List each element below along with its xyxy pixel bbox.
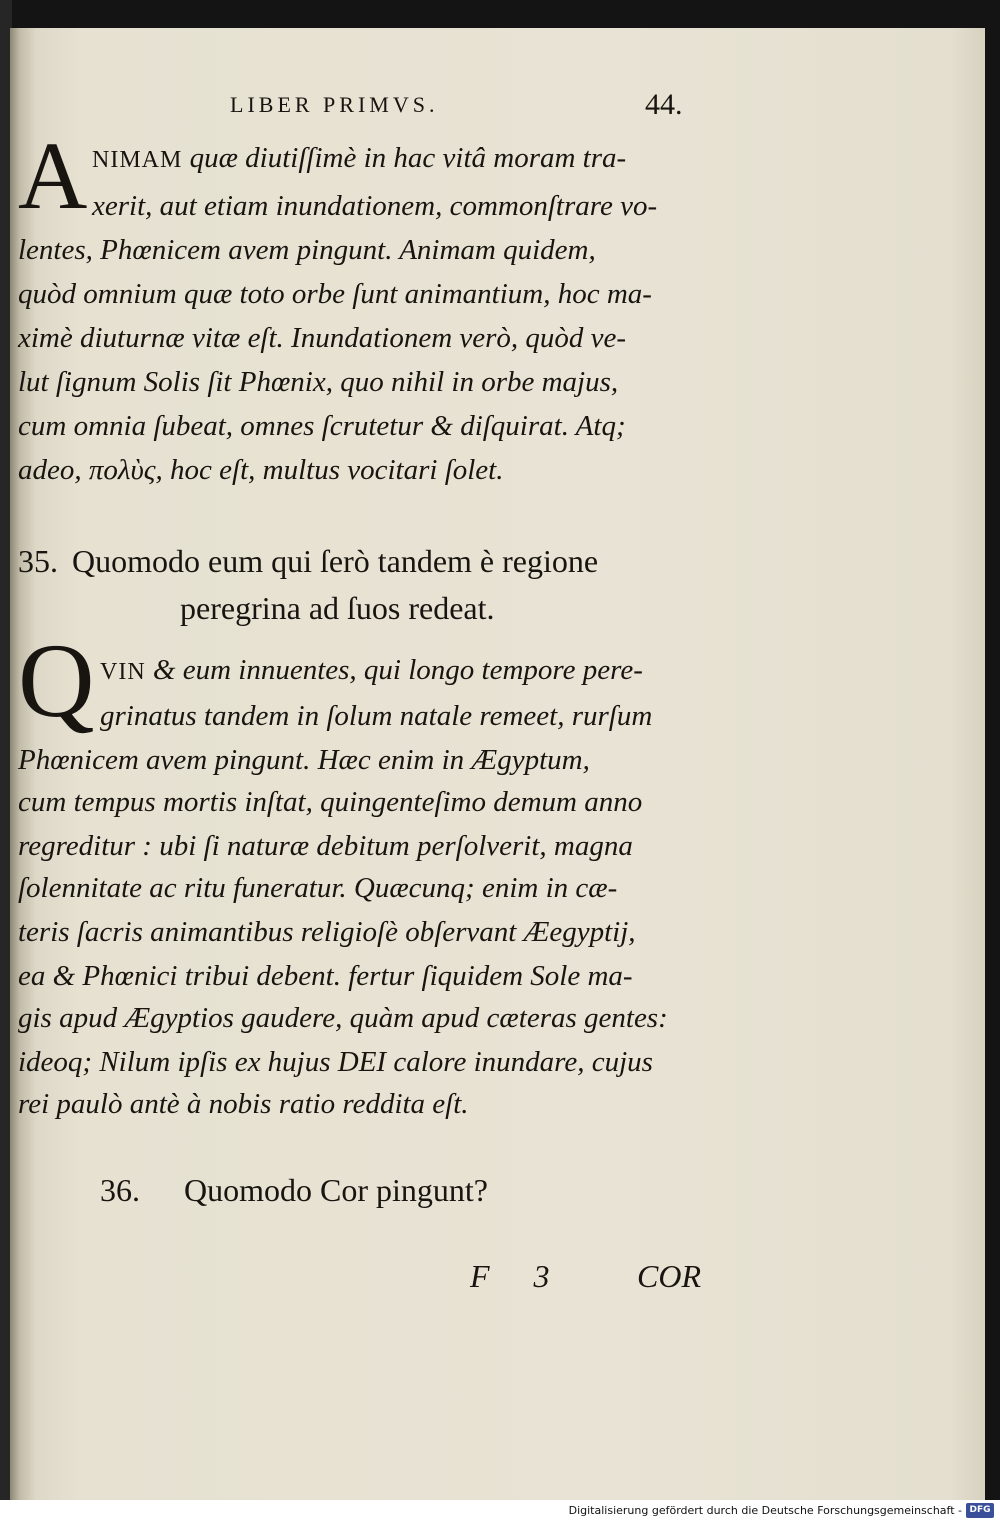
dfg-logo-icon: DFG: [966, 1503, 994, 1518]
text-line: gis apud Ægyptios gaudere, quàm apud cæteras gentes:: [18, 1002, 668, 1034]
text-line: rei paulò antè à nobis ratio reddita eſt.: [18, 1088, 469, 1120]
text-line: grinatus tandem in ſolum natale remeet, rurſum: [100, 700, 653, 732]
text-line: cum tempus mortis inſtat, quingenteſimo demum anno: [18, 786, 643, 818]
text-line: lentes, Phœnicem avem pingunt. Animam quidem,: [18, 234, 596, 266]
text-line: cum omnia ſubeat, omnes ſcrutetur & diſquirat. Atq;: [18, 410, 626, 442]
heading-text: Quomodo Cor pingunt?: [184, 1172, 488, 1208]
heading-number: 35.: [18, 543, 58, 579]
text-line: teris ſacris animantibus religioſè obſervant Æegyptij,: [18, 916, 636, 948]
lead-word: NIMAM: [92, 147, 183, 173]
running-title: LIBER PRIMVS.: [230, 92, 439, 117]
lead-word: VIN: [100, 659, 146, 685]
heading-line-1: Quomodo eum qui ſerò tandem è regione: [72, 543, 599, 579]
text-line: adeo, πολὺς, hoc eſt, multus vocitari ſolet.: [18, 454, 504, 486]
drop-capital-q: Q: [18, 622, 95, 739]
page-number: 44.: [645, 88, 683, 121]
text-line: ea & Phœnici tribui debent. fertur ſiquidem Sole ma-: [18, 960, 633, 992]
text-line: [100, 654, 643, 687]
footer-credit: Digitalisierung gefördert durch die Deutsche Forschungsgemeinschaft -: [568, 1504, 962, 1517]
text-line: xerit, aut etiam inundationem, commonſtrare vo-: [92, 190, 658, 222]
text-line: ideoq; Nilum ipſis ex hujus DEI calore inundare, cujus: [18, 1046, 653, 1078]
text-line: ximè diuturnæ vitæ eſt. Inundationem verò, quòd ve-: [18, 322, 627, 354]
text-line: lut ſignum Solis ſit Phœnix, quo nihil in orbe majus,: [18, 366, 619, 398]
heading-number: 36.: [100, 1172, 140, 1208]
text-line: regreditur : ubi ſi naturæ debitum perſolverit, magna: [18, 830, 633, 862]
text-line: quòd omnium quæ toto orbe ſunt animantium, hoc ma-: [18, 278, 652, 310]
line-text: & eum innuentes, qui longo tempore pere-: [145, 654, 643, 686]
catchword: COR: [637, 1258, 701, 1294]
digitization-footer: [0, 1500, 1000, 1523]
line-text: quæ diutiſſimè in hac vitâ moram tra-: [182, 142, 627, 174]
heading-line-2: peregrina ad ſuos redeat.: [180, 590, 495, 626]
text-line: ſolennitate ac ritu funeratur. Quæcunq; enim in cæ-: [18, 872, 618, 904]
text-line: [92, 142, 626, 175]
drop-capital-a: A: [18, 122, 88, 229]
signature-mark: F 3: [470, 1258, 568, 1294]
text-line: Phœnicem avem pingunt. Hæc enim in Ægyptum,: [18, 744, 590, 776]
